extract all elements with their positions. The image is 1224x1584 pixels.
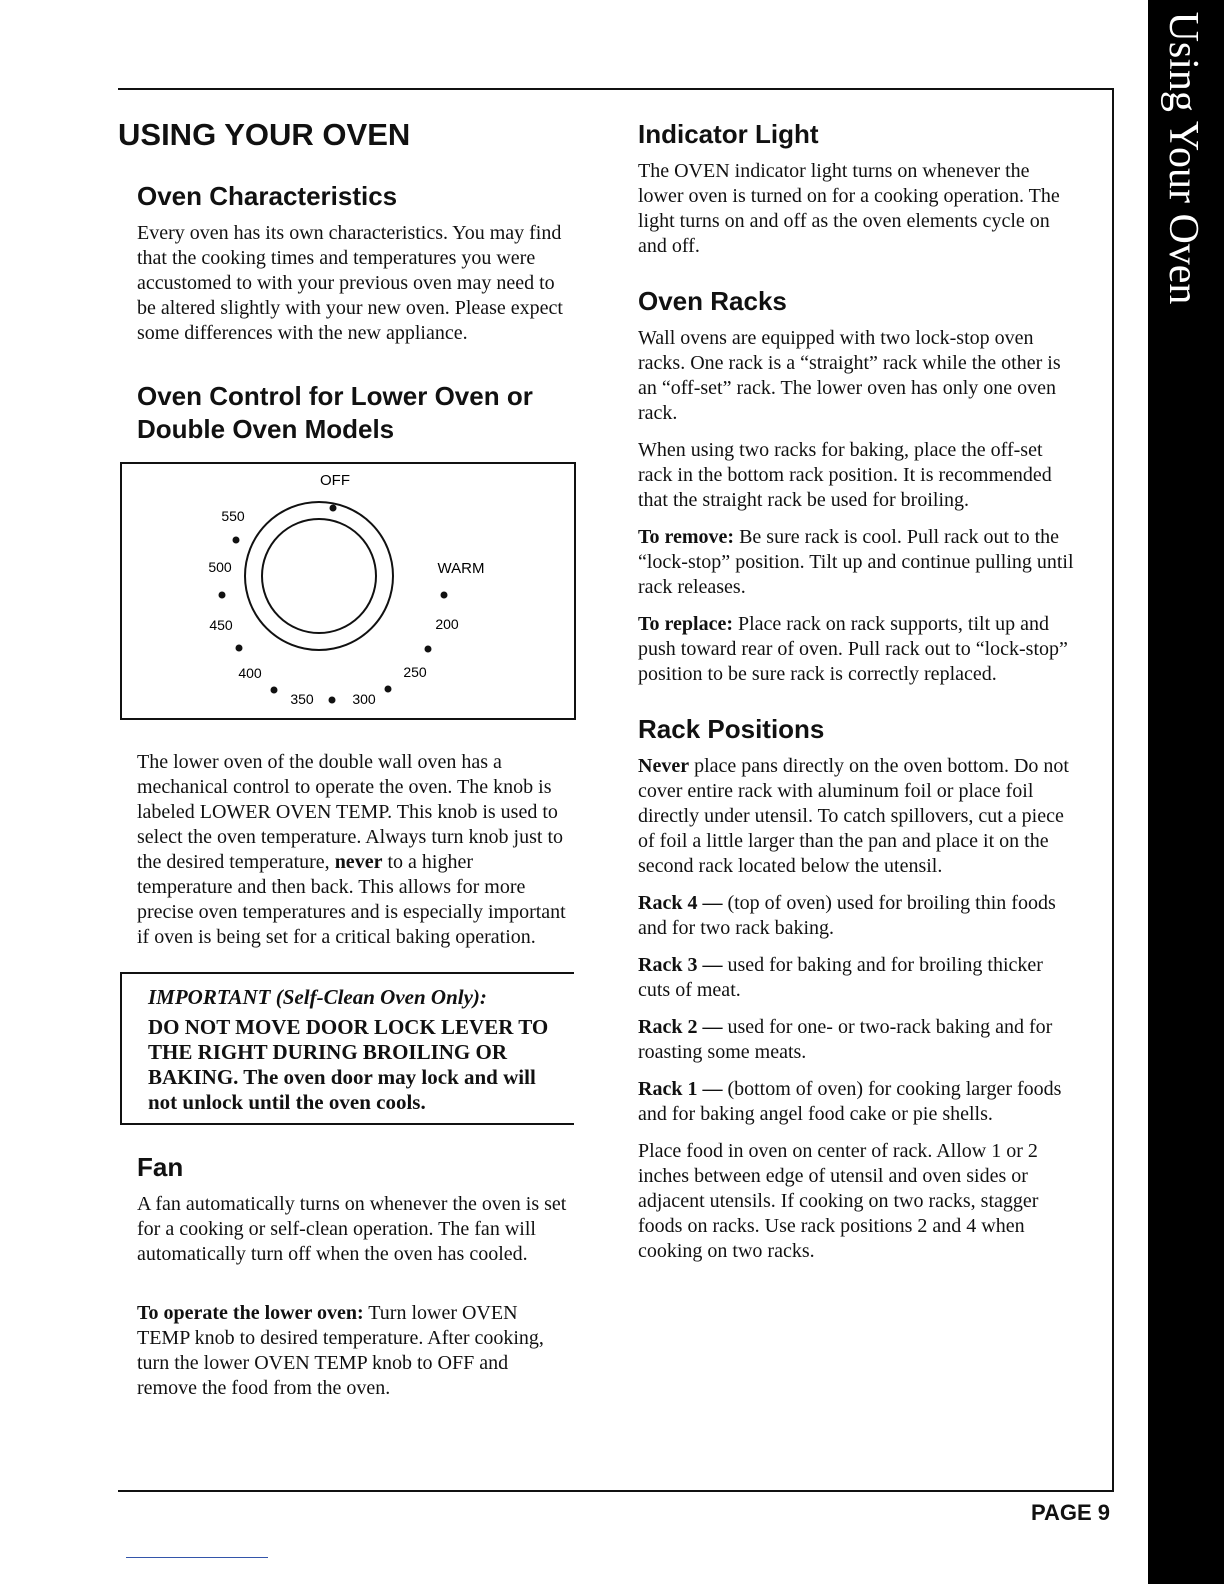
dial-dot-300 [385,686,392,693]
dial-label-350: 350 [290,691,314,707]
bottom-rule [118,1490,1114,1492]
rack-4-text [638,891,1078,941]
left-column [137,180,573,1413]
rack-placement-text: Place food in oven on center of rack. Allow 1 or 2 inches between edge of utensil and oven sides or adjacent utensils. If cooking on two racks, stagger foods on racks. Use rack positions 2 and 4 when cooking on two racks. [638,1140,1039,1262]
rack-4-description: (top of oven) used for broiling thin foods and for two rack baking. [638,892,1056,939]
indicator-light-section [638,118,1078,259]
oven-control-text [137,750,573,950]
operate-instructions: Turn lower OVEN TEMP knob to desired temperature. After cooking, turn the lower OVEN TEMP knob to OFF and remove the food from the oven. [137,1302,544,1399]
to-remove-instructions: Be sure rack is cool. Pull rack out to the “lock-stop” position. Tilt up and continue pulling until rack releases. [638,526,1074,598]
dial-dot-400 [271,687,278,694]
dial-dot-550 [233,537,240,544]
oven-racks-heading: Oven Racks [638,286,787,316]
control-text-part1: The lower oven of the double wall oven has a mechanical control to operate the oven. The knob is labeled LOWER OVEN TEMP. This knob is used to select the oven temperature. Always turn knob just to the desired temperature, [137,751,564,873]
fan-text: A fan automatically turns on whenever the oven is set for a cooking or self-clean operation. The fan will automatically turn off when the oven has cooled. [137,1193,567,1265]
rack-2-label: Rack 2 — [638,1016,723,1038]
dial-dot-500 [219,592,226,599]
control-text-never: never [334,851,383,873]
to-replace-label: To replace: [638,613,733,635]
fan-section [137,1151,573,1267]
oven-control-section [137,380,573,950]
to-replace-text [638,612,1078,687]
dial-label-400: 400 [238,665,262,681]
oven-racks-section [638,285,1078,687]
oven-control-heading: Oven Control for Lower Oven or Double Oven Models [137,381,533,444]
indicator-light-text: The OVEN indicator light turns on whenever the lower oven is turned on for a cooking operation. The light turns on and off as the oven elements cycle on and off. [638,160,1060,257]
rack-3-description: used for baking and for broiling thicker cuts of meat. [638,954,1043,1001]
oven-characteristics-section [137,180,573,346]
to-remove-label: To remove: [638,526,735,548]
footer-link-line [126,1557,268,1558]
rack-2-text [638,1015,1078,1065]
side-tab-label: Using Your Oven [1160,11,1206,305]
fan-heading: Fan [137,1152,184,1182]
important-body: DO NOT MOVE DOOR LOCK LEVER TO THE RIGHT DURING BROILING OR BAKING. The oven door may lock and will not unlock until the oven cools. [148,1015,549,1114]
oven-racks-p2: When using two racks for baking, place the off-set rack in the bottom rack position. It is recommended that the straight rack be used for broiling. [638,439,1052,511]
control-text-part2: to a higher temperature and then back. This allows for more precise oven temperatures and is especially important if oven is being set for a critical baking operation. [137,851,566,948]
rack-2-description: used for one- or two-rack baking and for roasting some meats. [638,1016,1053,1063]
dial-label-200: 200 [435,616,459,632]
dial-label-450: 450 [209,617,233,633]
operate-label: To operate the lower oven: [137,1302,364,1324]
page-number: PAGE 9 [1030,1500,1110,1525]
dial-pointer-dot [330,505,337,512]
operate-lower-oven-text [137,1301,573,1401]
important-notice [120,972,574,1125]
page-title: USING YOUR OVEN [118,117,411,152]
dial-dot-200 [441,592,448,599]
never-instructions: place pans directly on the oven bottom. Do not cover entire rack with aluminum foil or place foil directly under utensil. To catch spillovers, cut a piece of foil a little larger than the pan and place it on the second rack located below the utensil. [638,755,1069,877]
dial-label-250: 250 [403,664,427,680]
rack-3-text [638,953,1078,1003]
oven-characteristics-heading: Oven Characteristics [137,181,398,211]
oven-temp-dial [122,464,574,718]
dial-label-550: 550 [221,508,245,524]
oven-racks-p1: Wall ovens are equipped with two lock-stop oven racks. One rack is a “straight” rack while the other is an “off-set” rack. The lower oven has only one oven rack. [638,327,1061,424]
rack-1-label: Rack 1 — [638,1078,723,1100]
important-title: IMPORTANT (Self-Clean Oven Only): [148,985,487,1009]
never-label: Never [638,755,690,777]
dial-label-off: OFF [320,472,350,489]
dial-label-warm: WARM [437,560,485,577]
top-rule [118,88,1114,90]
to-replace-instructions: Place rack on rack supports, tilt up and push toward rear of oven. Pull rack out to “lock-stop” position to be sure rack is correctly replaced. [638,613,1068,685]
oven-characteristics-text: Every oven has its own characteristics. You may find that the cooking times and temperatures you were accustomed to with your previous oven may need to be altered slightly with your new oven. Please expect some differences with the new appliance. [137,222,563,344]
oven-temp-dial-diagram [120,462,576,720]
dial-knob [262,519,376,633]
rack-positions-heading: Rack Positions [638,714,825,744]
rack-1-description: (bottom of oven) for cooking larger foods and for baking angel food cake or pie shells. [638,1078,1062,1125]
rack-3-label: Rack 3 — [638,954,723,976]
dial-dot-350 [329,697,336,704]
dial-dot-250 [425,646,432,653]
rack-1-text [638,1077,1078,1127]
never-text [638,754,1078,879]
dial-outer-ring [245,502,393,650]
right-column [638,118,1078,1276]
rack-4-label: Rack 4 — [638,892,723,914]
indicator-light-heading: Indicator Light [638,119,819,149]
rack-positions-section [638,713,1078,1264]
dial-label-300: 300 [352,691,376,707]
to-remove-text [638,525,1078,600]
dial-dot-450 [236,645,243,652]
dial-label-500: 500 [208,559,232,575]
right-rule [1112,88,1114,1492]
